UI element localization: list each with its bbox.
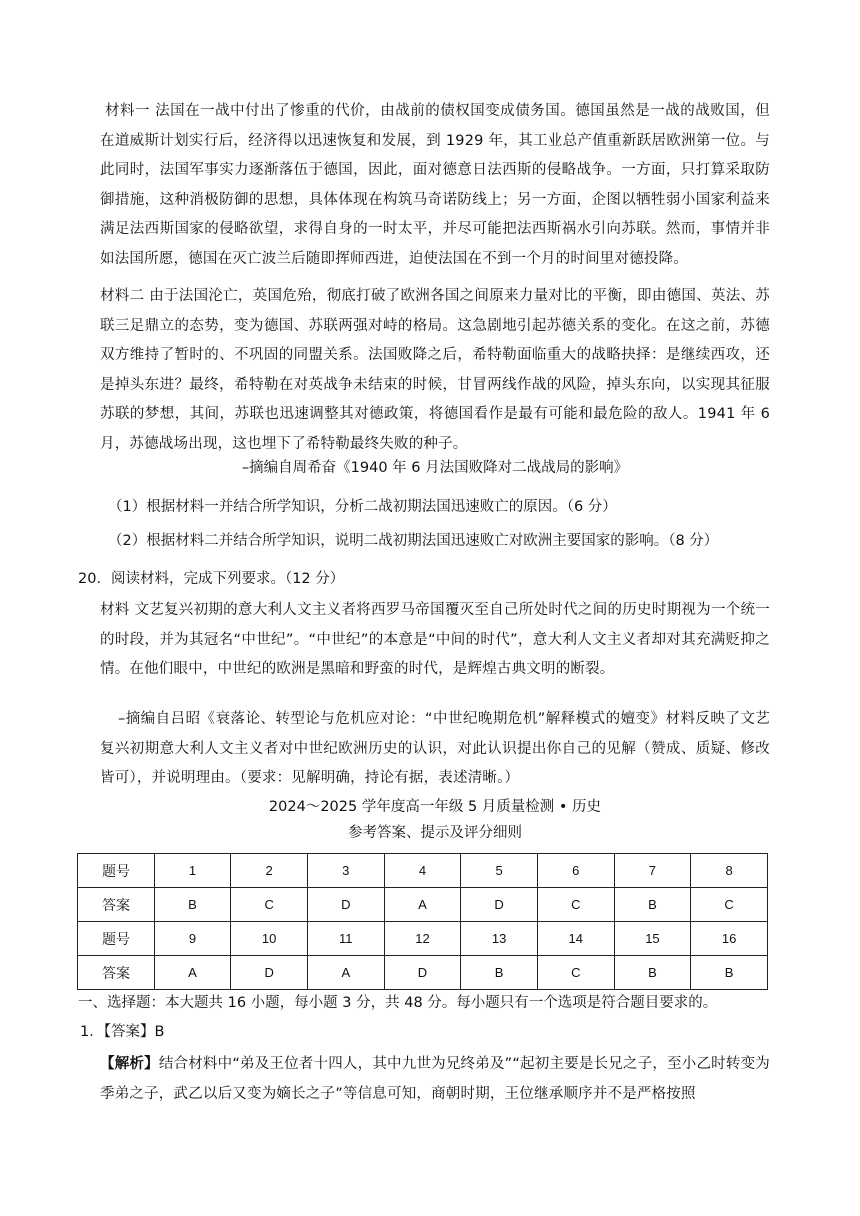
source-citation-1: –摘编自周希奋《1940 年 6 月法国败降对二战战局的影响》 bbox=[241, 460, 629, 476]
item-1-analysis bbox=[100, 1050, 770, 1109]
table-cell: 7 bbox=[614, 854, 691, 888]
table-cell: 16 bbox=[691, 922, 768, 956]
table-cell: B bbox=[614, 888, 691, 922]
table-cell: 1 bbox=[154, 854, 231, 888]
question-20-title: 20．阅读材料，完成下列要求。（12 分） bbox=[78, 571, 345, 587]
table-cell: B bbox=[691, 956, 768, 990]
table-cell: D bbox=[307, 888, 384, 922]
row-label: 题号 bbox=[78, 922, 155, 956]
analysis-label: 【解析】 bbox=[100, 1056, 159, 1072]
table-cell: D bbox=[461, 888, 538, 922]
material-one-paragraph: 材料一 法国在一战中付出了惨重的代价，由战前的债权国变成债务国。德国虽然是一战的战败国，但在道威斯计划实行后，经济得以迅速恢复和发展，到 1929 年，其工业总产值重新跃居欧洲第一位。与此同时，法国军事实力逐渐落伍于德国，因此，面对德意日法西斯的侵略战争。一方面，只打算采取防御措施，这种消极防御的思想，具体体现在构筑马奇诺防线上；另一方面，企图以牺牲弱小国家利益来满足法西斯国家的侵略欲望，求得自身的一时太平，并尽可能把法西斯祸水引向苏联。然而，事情并非如法国所愿，德国在灭亡波兰后随即挥师西进，迫使法国在不到一个月的时间里对德投降。 bbox=[100, 103, 770, 267]
table-cell: 5 bbox=[461, 854, 538, 888]
exam-title: 2024～2025 学年度高一年级 5 月质量检测 • 历史 bbox=[268, 799, 602, 815]
sub-question-2: （2）根据材料二并结合所学知识，说明二战初期法国迅速败亡对欧洲主要国家的影响。（8 分） bbox=[108, 533, 719, 549]
table-cell: 13 bbox=[461, 922, 538, 956]
table-cell: 12 bbox=[384, 922, 461, 956]
item-1-answer: 1．【答案】B bbox=[80, 1024, 165, 1040]
table-cell: 10 bbox=[231, 922, 308, 956]
table-cell: 15 bbox=[614, 922, 691, 956]
table-row bbox=[78, 922, 768, 956]
table-cell: C bbox=[691, 888, 768, 922]
table-cell: 14 bbox=[537, 922, 614, 956]
table-cell: D bbox=[384, 956, 461, 990]
table-cell: D bbox=[231, 956, 308, 990]
table-cell: 2 bbox=[231, 854, 308, 888]
table-row bbox=[78, 956, 768, 990]
table-cell: C bbox=[537, 956, 614, 990]
analysis-text: 结合材料中“弟及王位者十四人，其中九世为兄终弟及”“起初主要是长兄之子，至小乙时转变为季弟之子，武乙以后又变为嫡长之子”等信息可知，商朝时期，王位继承顺序并不是严格按照 bbox=[100, 1056, 770, 1102]
row-label: 答案 bbox=[78, 888, 155, 922]
table-cell: 6 bbox=[537, 854, 614, 888]
table-cell: C bbox=[231, 888, 308, 922]
table-cell: B bbox=[154, 888, 231, 922]
question-20-source-and-task: –摘编自吕昭《衰落论、转型论与危机应对论：“中世纪晚期危机”解释模式的嬗变》材料反映了文艺复兴初期意大利人文主义者对中世纪欧洲历史的认识，对此认识提出你自己的见解（赞成、质疑、修改皆可），并说明理由。（要求：见解明确，持论有据，表述清晰。） bbox=[100, 711, 770, 786]
table-cell: C bbox=[537, 888, 614, 922]
table-cell: B bbox=[614, 956, 691, 990]
table-cell: A bbox=[154, 956, 231, 990]
section-one-heading: 一、选择题：本大题共 16 小题，每小题 3 分，共 48 分。每小题只有一个选项是符合题目要求的。 bbox=[78, 995, 718, 1011]
row-label: 答案 bbox=[78, 956, 155, 990]
table-cell: 3 bbox=[307, 854, 384, 888]
table-cell: 11 bbox=[307, 922, 384, 956]
material-two-paragraph: 材料二 由于法国沦亡，英国危殆，彻底打破了欧洲各国之间原来力量对比的平衡，即由德国、英法、苏联三足鼎立的态势，变为德国、苏联两强对峙的格局。这急剧地引起苏德关系的变化。在这之前，苏德双方维持了暂时的、不巩固的同盟关系。法国败降之后，希特勒面临重大的战略抉择：是继续西攻，还是掉头东进？最终，希特勒在对英战争未结束的时候，甘冒两线作战的风险，掉头东向，以实现其征服苏联的梦想，其间，苏联也迅速调整其对德政策，将德国看作是最有可能和最危险的敌人。1941 年 6 月，苏德战场出现，这也埋下了希特勒最终失败的种子。 bbox=[100, 288, 770, 452]
table-cell: A bbox=[384, 888, 461, 922]
table-cell: A bbox=[307, 956, 384, 990]
answer-subtitle: 参考答案、提示及评分细则 bbox=[348, 825, 522, 841]
table-cell: B bbox=[461, 956, 538, 990]
table-cell: 9 bbox=[154, 922, 231, 956]
row-label: 题号 bbox=[78, 854, 155, 888]
table-row bbox=[78, 854, 768, 888]
table-cell: 4 bbox=[384, 854, 461, 888]
answer-table bbox=[77, 853, 768, 990]
table-row bbox=[78, 888, 768, 922]
sub-question-1: （1）根据材料一并结合所学知识，分析二战初期法国迅速败亡的原因。（6 分） bbox=[108, 499, 617, 515]
table-cell: 8 bbox=[691, 854, 768, 888]
question-20-material: 材料 文艺复兴初期的意大利人文主义者将西罗马帝国覆灭至自己所处时代之间的历史时期视为一个统一的时段，并为其冠名“中世纪”。“中世纪”的本意是“中间的时代”，意大利人文主义者却对其充满贬抑之情。在他们眼中，中世纪的欧洲是黑暗和野蛮的时代，是辉煌古典文明的断裂。 bbox=[100, 602, 770, 677]
